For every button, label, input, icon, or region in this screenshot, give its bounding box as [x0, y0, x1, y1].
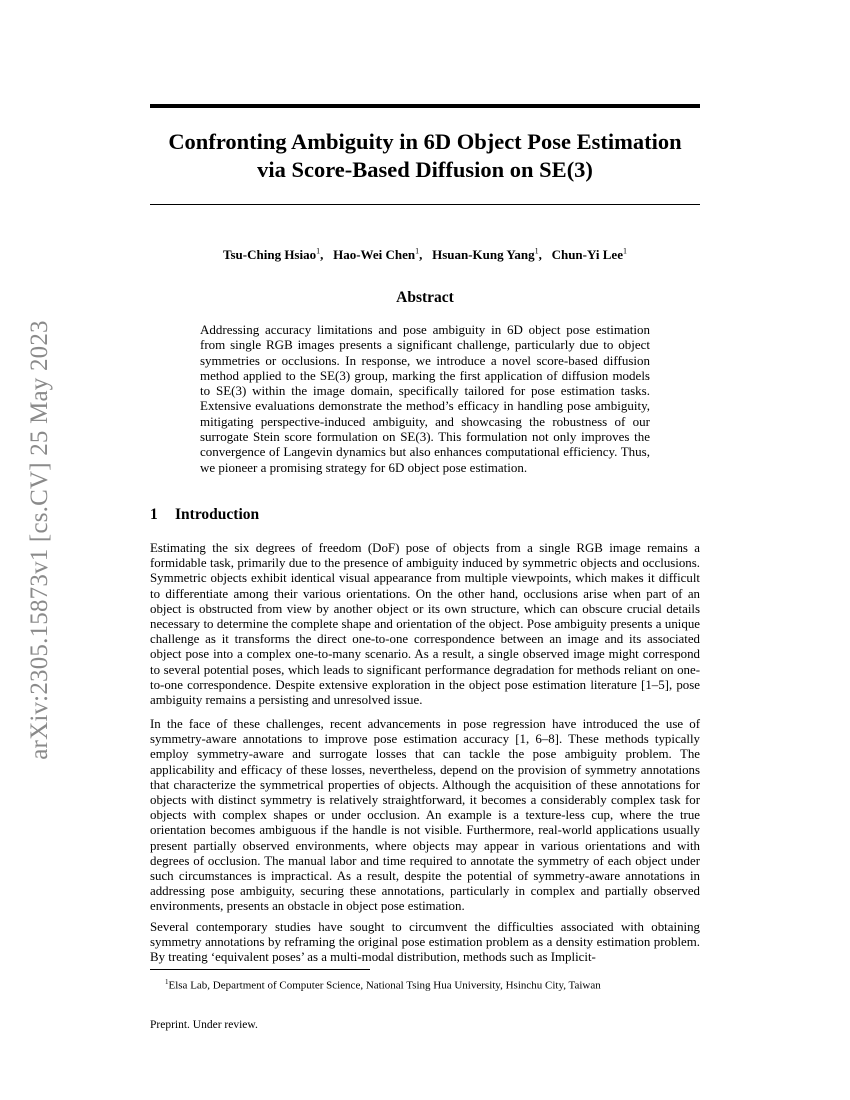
abstract-text: Addressing accuracy limitations and pose ambiguity in 6D object pose estimation from single RGB images presents a significant challenge, particularly due to object symmetries or occlusions. In response, we introduce a novel score-based diffusion method applied to the SE(3) group, marking the first application of diffusion models to SE(3) within the image domain, specifically tailored for pose estimation tasks. Extensive evaluations demonstrate the method’s efficacy in handling pose ambiguity, mitigating perspective-induced ambiguity, and showcasing the robustness of our surrogate Stein score formulation on SE(3). This formulation not only improves the convergence of Langevin dynamics but also enhances computational efficiency. Thus, we pioneer a promising strategy for 6D object pose estimation.	[200, 322, 650, 475]
paper-title	[150, 128, 700, 184]
abstract-heading: Abstract	[396, 289, 454, 306]
arxiv-identifier: arXiv:2305.15873v1 [cs.CV] 25 May 2023	[26, 320, 53, 760]
footnote-rule	[150, 969, 370, 970]
preprint-notice: Preprint. Under review.	[150, 1019, 258, 1031]
author	[432, 247, 548, 262]
section-number: 1	[150, 506, 158, 523]
footnote-text: Elsa Lab, Department of Computer Science, National Tsing Hua University, Hsinchu City, Taiwan	[168, 979, 601, 992]
author-name: Hao-Wei Chen	[333, 247, 416, 263]
author-list	[150, 243, 700, 264]
intro-paragraph-2: In the face of these challenges, recent advancements in pose regression have introduced the use of symmetry-aware annotations to improve pose estimation accuracy [1, 6–8]. These methods typically employ symmetry-aware and surrogate losses that can tackle the pose ambiguity problem. The applicability and efficacy of these losses, nevertheless, depend on the provision of symmetry annotations that characterize the symmetrical properties of objects. Although the acquisition of these annotations for objects with distinct symmetry is relatively straightforward, it becomes a considerably complex task for objects with complex shapes or under occlusion. An example is a texture-less cup, where the true orientation becomes ambiguous if the handle is not visible. Furthermore, real-world applications usually present partially observed environments, where objects may appear in various orientations and with degrees of occlusion. The manual labor and time required to annotate the symmetry of each object under such circumstances is impractical. As a result, despite the potential of symmetry-aware annotations in addressing pose ambiguity, securing these annotations, particularly in complex and partially observed environments, presents an obstacle in object pose estimation.	[150, 717, 700, 914]
intro-paragraph-3: Several contemporary studies have sought to circumvent the difficulties associated with obtaining symmetry annotations by reframing the original pose estimation problem as a density estimation problem. By treating ‘equivalent poses’ as a multi-modal distribution, methods such as Implicit-	[150, 920, 700, 965]
author-separator: ,	[419, 247, 429, 263]
section-title: Introduction	[175, 506, 260, 523]
footnote-mark: 1	[165, 978, 169, 986]
author-affiliation-mark: 1	[534, 247, 539, 256]
author-name: Tsu-Ching Hsiao	[223, 247, 317, 263]
title-rule-bottom	[150, 204, 700, 205]
author-separator: ,	[538, 247, 549, 263]
title-line-1: Confronting Ambiguity in 6D Object Pose Estimation	[168, 129, 682, 154]
title-rule-top	[150, 104, 700, 108]
affiliation-footnote	[150, 975, 715, 993]
author	[333, 247, 429, 262]
author-name: Chun-Yi Lee	[551, 247, 623, 263]
author-affiliation-mark: 1	[316, 247, 321, 256]
title-line-2: via Score-Based Diffusion on SE(3)	[257, 157, 593, 182]
author-affiliation-mark: 1	[415, 247, 420, 256]
section-heading-introduction	[150, 505, 700, 525]
author-name: Hsuan-Kung Yang	[432, 247, 535, 263]
author-affiliation-mark: 1	[622, 247, 627, 256]
arxiv-sidebar	[20, 290, 60, 790]
author-separator: ,	[320, 247, 330, 263]
intro-paragraph-1: Estimating the six degrees of freedom (DoF) pose of objects from a single RGB image remains a formidable task, primarily due to the presence of ambiguity induced by symmetric objects and occlusions. Symmetric objects exhibit identical visual appearance from multiple viewpoints, which makes it difficult to differentiate among their various orientations. On the other hand, occlusions arise when part of an object is obstructed from view by another object or its own structure, which can obscure crucial details necessary to determine the complete shape and orientation of the object. Pose ambiguity presents a unique challenge as it transforms the direct one-to-one correspondence between an image and its associated object pose into a complex one-to-many scenario. As a result, a single observed image might correspond to several potential poses, which leads to significant performance degradation for methods reliant on one-to-one correspondence. Despite extensive exploration in the object pose estimation literature [1–5], pose ambiguity remains a persisting and unresolved issue.	[150, 541, 700, 708]
author	[552, 247, 627, 262]
author	[223, 247, 330, 262]
